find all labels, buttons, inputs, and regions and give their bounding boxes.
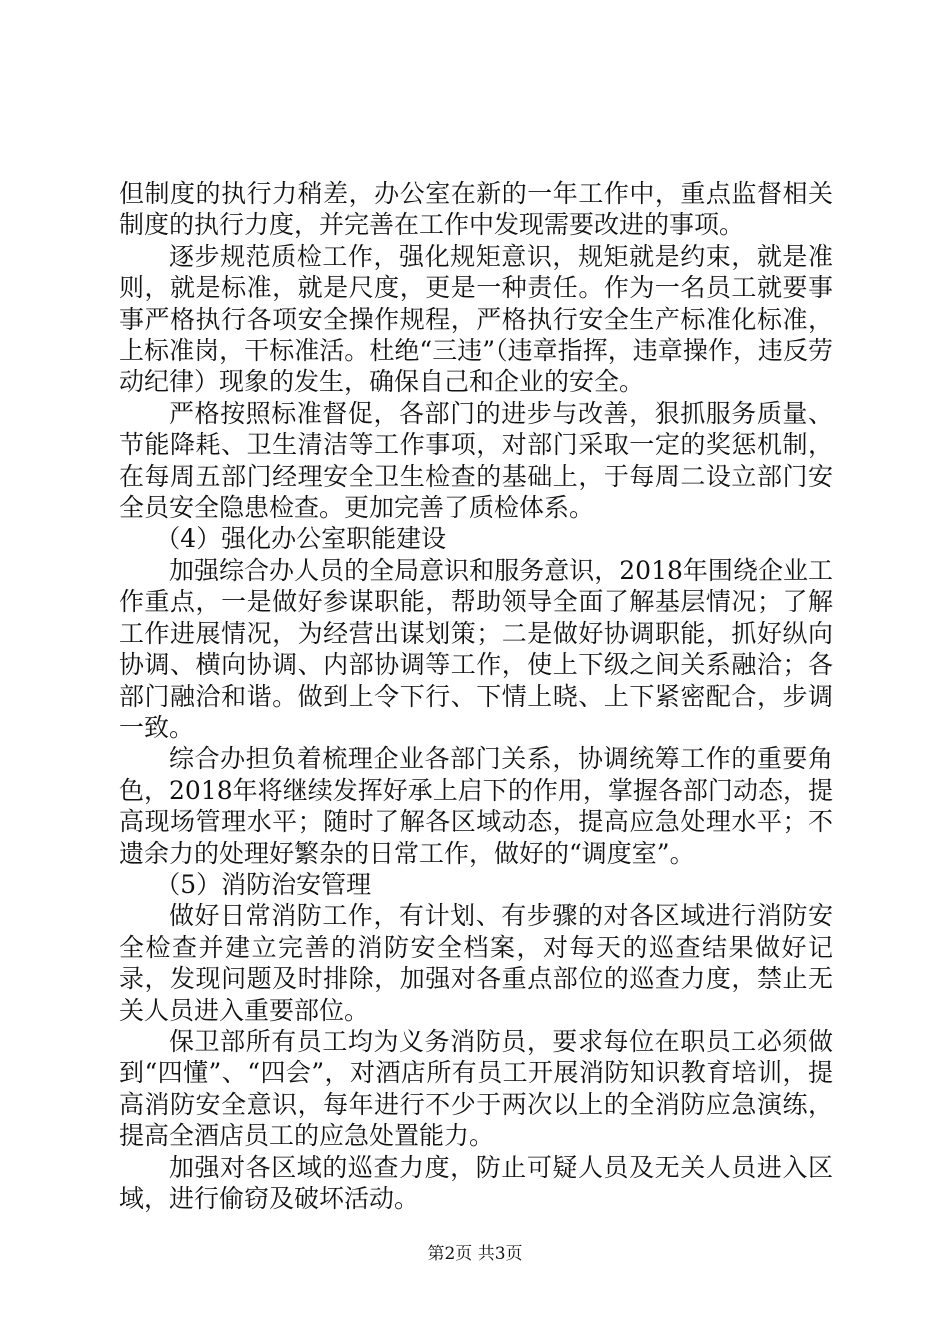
paragraph-office-role: 综合办担负着梳理企业各部门关系，协调统筹工作的重要角色，2018年将继续发挥好承上启下的作用，掌握各部门动态，提高现场管理水平；随时了解各区域动态，提高应急处理水平；不遗余力的处理好繁杂的日常工作，做好的“调度室”。 — [119, 744, 833, 868]
page-number: 第2页 — [427, 1244, 473, 1264]
paragraph-fire-volunteers: 保卫部所有员工均为义务消防员，要求每位在职员工必须做到“四懂”、“四会”，对酒店所有员工开展消防知识教育培训，提高消防安全意识，每年进行不少于两次以上的全消防应急演练，提高全酒店员工的应急处置能力。 — [119, 1026, 833, 1151]
document-body — [119, 178, 833, 1214]
paragraph-fire-daily-work: 做好日常消防工作，有计划、有步骤的对各区域进行消防安全检查并建立完善的消防安全档案，对每天的巡查结果做好记录，发现问题及时排除，加强对各重点部位的巡查力度，禁止无关人员进入重要部位。 — [119, 901, 833, 1025]
paragraph-quality-inspection: 逐步规范质检工作，强化规矩意识，规矩就是约束，就是准则，就是标准，就是尺度，更是一种责任。作为一名员工就要事事严格执行各项安全操作规程，严格执行安全生产标准化标准，上标准岗，干标准活。杜绝“三违”（违章指挥，违章操作，违反劳动纪律）现象的发生，确保自己和企业的安全。 — [119, 241, 833, 397]
page-footer — [0, 1244, 950, 1264]
page-total: 共3页 — [477, 1244, 523, 1264]
section-heading-office-function: （4）强化办公室职能建设 — [155, 524, 447, 554]
section-heading-fire-security: （5）消防治安管理 — [155, 869, 372, 899]
paragraph-patrol: 加强对各区域的巡查力度，防止可疑人员及无关人员进入区域，进行偷窃及破坏活动。 — [119, 1152, 833, 1213]
paragraph-continued: 但制度的执行力稍差，办公室在新的一年工作中，重点监督相关制度的执行力度，并完善在工作中发现需要改进的事项。 — [119, 179, 833, 240]
paragraph-standards-supervision: 严格按照标准督促，各部门的进步与改善，狠抓服务质量、节能降耗、卫生清洁等工作事项，对部门采取一定的奖惩机制，在每周五部门经理安全卫生检查的基础上，于每周二设立部门安全员安全隐患检查。更加完善了质检体系。 — [119, 398, 833, 523]
paragraph-office-awareness: 加强综合办人员的全局意识和服务意识，2018年围绕企业工作重点，一是做好参谋职能，帮助领导全面了解基层情况；了解工作进展情况，为经营出谋划策；二是做好协调职能，抓好纵向协调、横向协调、内部协调等工作，使上下级之间关系融洽；各部门融洽和谐。做到上令下行、下情上晓、上下紧密配合，步调一致。 — [119, 555, 833, 742]
